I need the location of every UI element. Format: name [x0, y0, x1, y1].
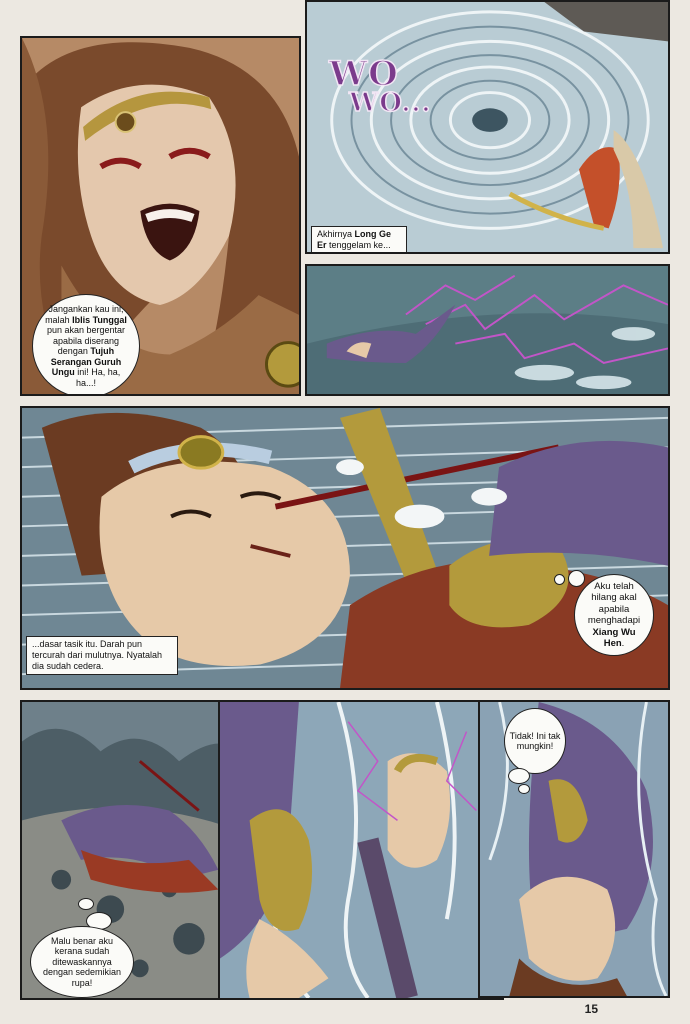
thought-dot-small: [78, 898, 94, 910]
panel-lightning-strike: [305, 264, 670, 396]
caption-box: Akhirnya Long Ge Er tenggelam ke...: [311, 226, 407, 254]
speech-text: Jangankan kau ini, malah Iblis Tunggal pun akan bergentar apabila diserang dengan Tujuh Serangan Guruh Ungu ini! Ha, ha, ha...!: [45, 304, 127, 388]
panel-villain-laughing: [20, 36, 301, 396]
sound-effect-wo-1: WO: [329, 54, 399, 94]
thought-dot-large: [508, 768, 530, 784]
panel-whirlpool: [305, 0, 670, 254]
caption-box: ...dasar tasik itu. Darah pun tercurah dari mulutnya. Nyatalah dia sudah cedera.: [26, 636, 178, 675]
speech-text: Tidak! Ini tak mungkin!: [509, 730, 561, 751]
thought-dot-small: [554, 574, 565, 585]
thought-dot-small: [518, 784, 530, 794]
lightning-art: [307, 266, 668, 394]
speech-bubble-villain: [32, 294, 140, 396]
thought-text: Aku telah hilang akal apabila menghadapi Xiang Wu Hen.: [587, 580, 641, 649]
panel-hero-bleeding: [20, 406, 670, 690]
whirlpool-art: [307, 2, 668, 252]
panel-crashed-figure: [20, 700, 240, 1000]
thought-text: Malu benar aku kerana sudah ditewaskannya dengan sedemikian rupa!: [42, 935, 122, 988]
thought-bubble-shame: [30, 926, 134, 998]
speech-bubble-disbelief: [504, 708, 566, 774]
sound-effect-wo-2: WO...: [349, 88, 432, 118]
thought-bubble-hero: [574, 574, 654, 656]
page-number: 15: [584, 1002, 598, 1016]
panel-splash-hand: [218, 700, 504, 1000]
splash-art: [220, 702, 502, 998]
panel-hero-upside-down: [478, 700, 670, 998]
